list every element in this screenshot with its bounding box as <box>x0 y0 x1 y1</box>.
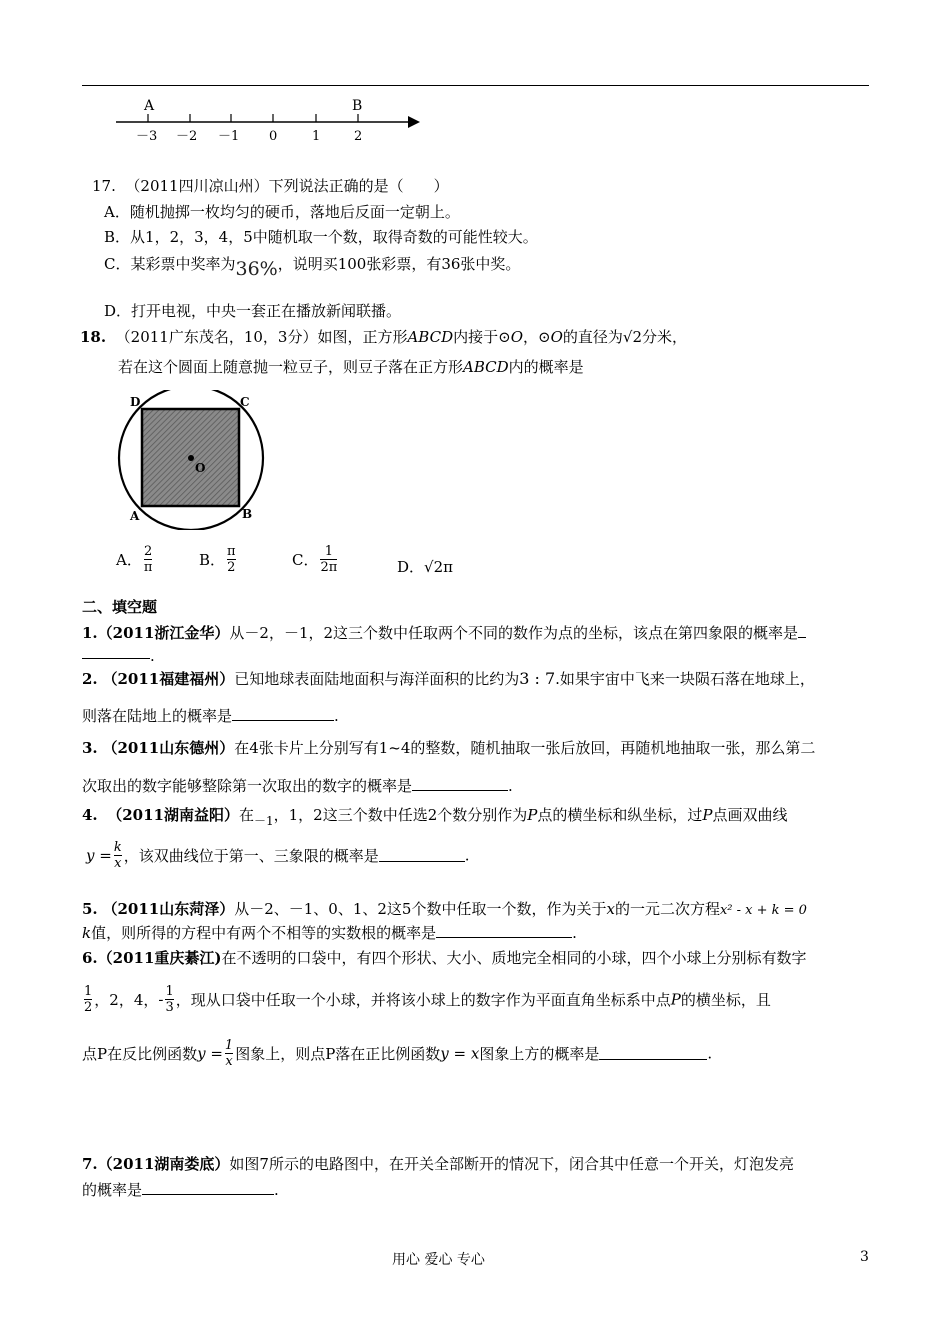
question-17-option-d: D．打开电视，中央一套正在播放新闻联播。 <box>104 302 402 320</box>
fill-question-6-line2: $\frac{1}{2}$ ，2，4，- $\frac{1}{3}$ ，现从口袋中任取一个小球，并将该小球上的数字作为平面直角坐标系中点P的横坐标，且 <box>84 984 771 1015</box>
answer-blank[interactable] <box>232 708 334 721</box>
question-17-option-a: A．随机抛掷一枚均匀的硬币，落地后反面一定朝上。 <box>104 203 460 221</box>
fill-question-7: 7.（2011湖南娄底）如图7所示的电路图中，在开关全部断开的情况下，闭合其中任意一个开关，灯泡发亮 <box>82 1155 794 1173</box>
vertex-b-label: B <box>242 507 253 521</box>
answer-blank[interactable] <box>436 925 572 938</box>
tick-label: －1 <box>218 129 240 144</box>
vertex-c-label: C <box>240 395 250 409</box>
answer-blank[interactable] <box>599 1047 707 1060</box>
question-18-option-c: C． $\frac{1}{2\pi}$ <box>292 544 338 575</box>
circle-square-figure <box>116 390 276 530</box>
tick-label: 2 <box>354 129 363 144</box>
number-line-figure <box>108 92 428 152</box>
question-17-stem: 17. （2011四川凉山州）下列说法正确的是（ ） <box>92 177 449 195</box>
fill-question-4-line2: y = $\frac{k}{x}$ ，该双曲线位于第一、三象限的概率是 . <box>86 840 470 871</box>
answer-blank[interactable] <box>798 625 806 638</box>
answer-blank[interactable] <box>142 1182 274 1195</box>
fill-question-3-line2: 次取出的数字能够整除第一次取出的数字的概率是 . <box>82 777 513 795</box>
fill-question-5-line2: k值，则所得的方程中有两个不相等的实数根的概率是 . <box>82 924 577 942</box>
question-18-option-b: B． $\frac{\pi}{2}$ <box>199 544 236 575</box>
tick-label: －3 <box>136 129 158 144</box>
answer-blank[interactable] <box>82 646 150 659</box>
point-b-label: B <box>352 98 363 114</box>
tick-label: 1 <box>312 129 321 144</box>
answer-blank[interactable] <box>412 778 508 791</box>
fill-question-2-line2: 则落在陆地上的概率是 . <box>82 707 339 725</box>
fill-question-1: 1.（2011浙江金华）从－2，－1，2这三个数中任取两个不同的数作为点的坐标，该点在第四象限的概率是 <box>82 622 806 643</box>
section-title: 二、填空题 <box>82 598 158 616</box>
percent-value: 36% <box>235 258 278 280</box>
question-18-line2: 若在这个圆面上随意抛一粒豆子，则豆子落在正方形ABCD内的概率是 <box>118 358 584 376</box>
fill-question-3: 3. （2011山东德州）在4张卡片上分别写有1~4的整数，随机抽取一张后放回，再随机地抽取一张，那么第二 <box>82 739 816 757</box>
fill-question-5: 5. （2011山东菏泽）从－2、－1、0、1、2这5个数中任取一个数，作为关于x的一元二次方程x² - x + k = 0 <box>82 900 807 918</box>
question-18-stem: 18. （2011广东茂名，10，3分）如图，正方形ABCD内接于⊙O，⊙O的直径为√2分米， <box>80 328 688 346</box>
header-rule <box>82 85 869 86</box>
center-o-label: O <box>195 461 206 475</box>
question-17-option-c: C．某彩票中奖率为36%，说明买100张彩票，有36张中奖。 <box>104 255 521 280</box>
answer-blank[interactable] <box>379 849 465 862</box>
question-18-option-a: A． $\frac{2}{\pi}$ <box>116 544 153 575</box>
fill-question-4: 4. （2011湖南益阳）在$_{-1}$，1，2这三个数中任选2个数分别作为P点的横坐标和纵坐标，过P点画双曲线 <box>82 806 788 828</box>
fill-question-6-line3: 点P在反比例函数y = $\frac{1}{x}$ 图象上，则点P落在正比例函数y = x图象上方的概率是 . <box>82 1038 713 1069</box>
tick-label: 0 <box>269 129 278 144</box>
fill-question-6: 6.（2011重庆綦江)在不透明的口袋中，有四个形状、大小、质地完全相同的小球，四个小球上分别标有数字 <box>82 949 807 967</box>
page-number: 3 <box>860 1249 869 1265</box>
vertex-d-label: D <box>130 395 141 409</box>
fill-question-7-line2: 的概率是 . <box>82 1181 279 1199</box>
blank-period: . <box>150 647 155 665</box>
question-17-option-b: B．从1，2，3，4，5中随机取一个数，取得奇数的可能性较大。 <box>104 228 538 246</box>
point-a-label: A <box>144 98 155 114</box>
question-18-option-d: D．√2π <box>397 558 453 576</box>
footer-motto: 用心 爱心 专心 <box>392 1252 485 1268</box>
tick-label: －2 <box>176 129 198 144</box>
fill-question-2: 2. （2011福建福州）已知地球表面陆地面积与海洋面积的比约为3 : 7.如果宇宙中飞来一块陨石落在地球上， <box>82 669 815 688</box>
vertex-a-label: A <box>130 509 140 523</box>
